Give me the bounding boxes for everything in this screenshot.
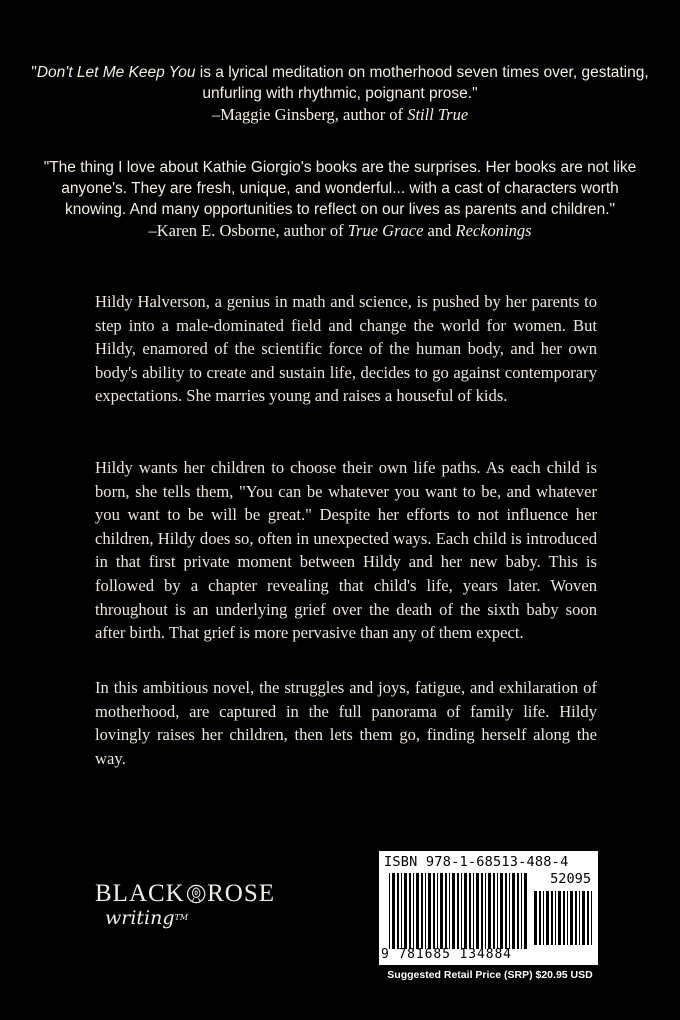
barcode-bar [445,873,447,949]
synopsis-paragraph-2: Hildy wants her children to choose their own life paths. As each child is born, she tells them, "You can be whatever you want to be, and whatever you want to be will be great." Despite her efforts to not influence her children, Hildy does so, often in unexpected ways. Each child is introduced in that first private moment between Hildy and her new baby. This is followed by a chapter revealing that child's life, years later. Woven throughout is an underlying grief over the death of the sixth baby soon after birth. That grief is more pervasive than any of them expect. [95,458,597,643]
barcode-bar [413,873,414,949]
rose-icon [186,881,206,907]
barcode-bar [404,873,407,949]
barcode-bar [509,873,510,949]
barcode-bar [570,891,573,945]
ean-digits: 9 781685 134884 [381,947,512,962]
barcode-bar [555,891,556,945]
barcode-bar [517,873,519,949]
barcode-bar [452,873,455,949]
barcode-bar [591,891,592,945]
barcode-bar [397,873,399,949]
barcode-bar [469,873,471,949]
book-title-italic: Don't Let Me Keep You [36,64,196,81]
barcode-bar [500,873,503,949]
barcode-bar [473,873,474,949]
barcode-bar [409,873,411,949]
testimonial-attribution: –Karen E. Osborne, author of True Grace and Reckonings [148,221,532,240]
testimonial-text: "Don't Let Me Keep You is a lyrical meditation on motherhood seven times over, gestating, unfurling with rhythmic, poignant prose." [31,64,649,102]
barcode-bar [457,873,459,949]
barcode-bar [558,891,561,945]
barcode-bar [464,873,467,949]
barcode-bar [567,891,568,945]
barcode-bar [546,891,549,945]
barcode-bar [543,891,544,945]
barcode-bar [493,873,495,949]
barcode-bar [497,873,498,949]
barcode-bar [428,873,431,949]
barcode-bar [481,873,483,949]
barcode-bar [587,891,589,945]
price-code: 52095 [550,871,591,887]
barcode-bar [476,873,479,949]
barcode-bar [575,891,577,945]
barcode-bar [416,873,419,949]
testimonial-ginsberg [30,62,650,125]
synopsis-paragraph-3: In this ambitious novel, the struggles and joys, fatigue, and exhilaration of motherhood, are captured in the full panorama of family life. Hildy lovingly raises her children, then lets them go, finding herself along the way. [95,678,597,768]
barcode-bar [524,873,527,949]
barcode-bar [563,891,565,945]
barcode-bar [505,873,507,949]
logo-word-black: BLACK [95,880,185,907]
isbn-text: ISBN 978-1-68513-488-4 [384,854,569,870]
barcode-bar [437,873,438,949]
barcode-bar [551,891,553,945]
publisher-logo [95,880,275,928]
testimonial-text: "The thing I love about Kathie Giorgio's books are the surprises. Her books are not like anyone's. They are fresh, unique, and wonderful... with a cast of characters worth knowing. And many opportunities to reflect on our lives as parents and children." [43,159,637,218]
barcode-panel [379,851,598,965]
testimonial-attribution: –Maggie Ginsberg, author of Still True [211,105,469,124]
retail-price: Suggested Retail Price (SRP) $20.95 USD [387,969,593,981]
testimonial-osborne [30,157,650,241]
barcode-bar [449,873,450,949]
barcode-bar [425,873,426,949]
barcode-bar [539,891,541,945]
barcode-bar [401,873,402,949]
barcode-bar [488,873,491,949]
barcode-bar [392,873,395,949]
barcode-bar [389,873,390,949]
barcode-bar [421,873,423,949]
barcode-bar [512,873,515,949]
logo-word-writing: writing™ [105,907,189,929]
barcode-bar [521,873,522,949]
synopsis-paragraph-1: Hildy Halverson, a genius in math and science, is pushed by her parents to step into a male-dominated field and change the world for women. But Hildy, enamored of the scientific force of the human body, and her own body's ability to create and sustain life, decides to go against contemporary expectations. She marries young and raises a houseful of kids. [95,292,597,406]
barcode-bar [582,891,585,945]
barcode-bar [440,873,443,949]
barcode-bar [433,873,435,949]
logo-word-rose: ROSE [207,880,275,907]
barcode-bar [485,873,486,949]
barcode-bar [461,873,462,949]
barcode-bar [534,891,537,945]
barcode-bar [579,891,580,945]
